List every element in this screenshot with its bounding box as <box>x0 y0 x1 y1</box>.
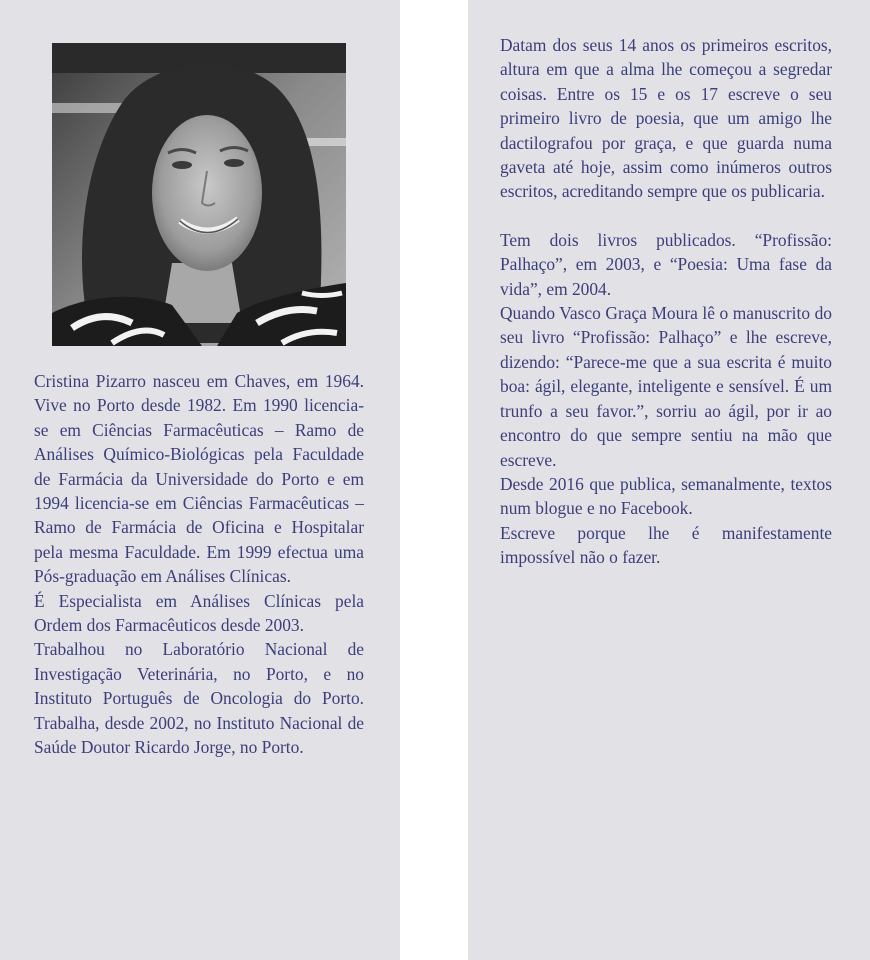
paragraph: Trabalhou no Laboratório Nacional de Investigação Veterinária, no Porto, e no Instituto Português de Oncologia do Porto. Trabalha, desde 2002, no Instituto Nacional de Saúde Doutor Ricardo Jorge, no Porto. <box>34 639 364 758</box>
biography-text-right <box>500 33 832 570</box>
paragraph: Datam dos seus 14 anos os primeiros escritos, altura em que a alma lhe começou a segredar coisas. Entre os 15 e os 17 escreve o seu primeiro livro de poesia, que um amigo lhe dactilografou por graça, e que guarda numa gaveta até hoje, assim como inúmeros outros escritos, acreditando sempre que os publicaria. <box>500 35 832 202</box>
paragraph: É Especialista em Análises Clínicas pela Ordem dos Farmacêuticos desde 2003. <box>34 590 364 636</box>
paragraph: Tem dois livros publicados. “Profissão: Palhaço”, em 2003, e “Poesia: Uma fase da vida”, em 2004. <box>500 229 832 299</box>
portrait-photo-icon <box>52 43 346 346</box>
right-page <box>468 0 870 960</box>
paragraph: Desde 2016 que publica, semanalmente, textos num blogue e no Facebook. <box>500 473 832 519</box>
paragraph-gap <box>500 204 832 228</box>
biography-text-left <box>34 369 364 760</box>
left-page <box>0 0 400 960</box>
paragraph: Escreve porque lhe é manifestamente impossível não o fazer. <box>500 522 832 568</box>
paragraph: Quando Vasco Graça Moura lê o manuscrito do seu livro “Profissão: Palhaço” e lhe escreve, dizendo: “Parece-me que a sua escrita é muito boa: ágil, elegante, inteligente e sensível. É um trunfo a seu favor.”, sorriu ao ágil, por ir ao encontro do que sempre sentiu na mão que escreve. <box>500 303 832 470</box>
paragraph: Cristina Pizarro nasceu em Chaves, em 1964. Vive no Porto desde 1982. Em 1990 licencia-se em Ciências Farmacêuticas – Ramo de Análises Químico-Biológicas pela Faculdade de Farmácia da Universidade do Porto e em 1994 licencia-se em Ciências Farmacêuticas – Ramo de Farmácia de Oficina e Hospitalar pela mesma Faculdade. Em 1999 efectua uma Pós-graduação em Análises Clínicas. <box>34 371 364 587</box>
